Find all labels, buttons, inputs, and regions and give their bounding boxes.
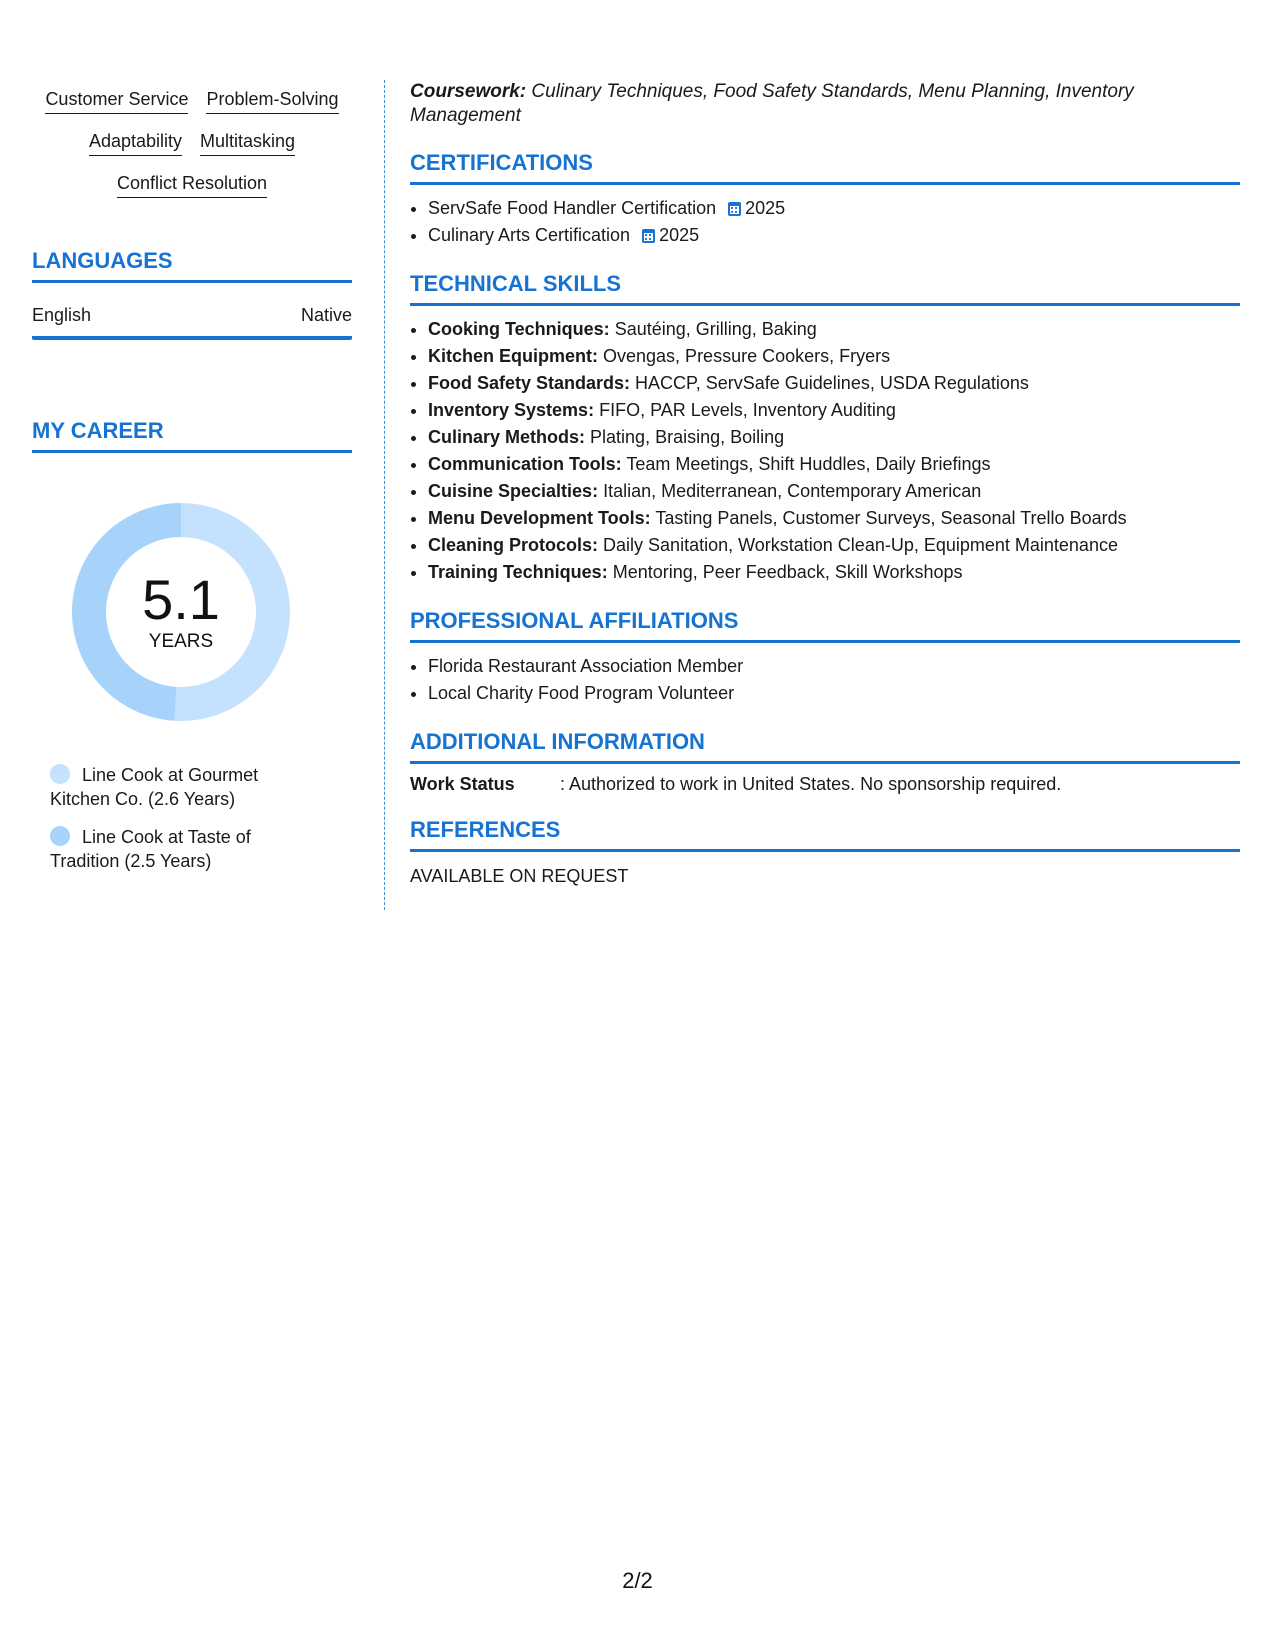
career-section xyxy=(32,418,352,873)
certification-year: 2025 xyxy=(659,225,700,245)
legend-item xyxy=(50,825,310,873)
legend-dot xyxy=(50,826,70,846)
tech-skill-item xyxy=(428,532,1240,559)
technical-skills-section xyxy=(410,271,1240,586)
references-heading: REFERENCES xyxy=(410,817,1240,852)
certification-year: 2025 xyxy=(745,198,786,218)
affiliation-item: • Local Charity Food Program Volunteer xyxy=(428,680,1240,707)
coursework-label: Coursework: xyxy=(410,81,527,102)
certifications-heading: CERTIFICATIONS xyxy=(410,150,1240,185)
donut-center xyxy=(66,497,296,727)
technical-skills-list xyxy=(410,316,1240,586)
coursework xyxy=(410,80,1240,128)
tech-skill-value: Team Meetings, Shift Huddles, Daily Briefings xyxy=(626,454,991,474)
languages-heading: LANGUAGES xyxy=(32,248,352,283)
page-number: 2/2 xyxy=(622,1568,653,1593)
tech-skill-value: Italian, Mediterranean, Contemporary American xyxy=(603,481,982,501)
tech-skill-value: Mentoring, Peer Feedback, Skill Workshops xyxy=(612,562,963,582)
legend-item xyxy=(50,763,310,811)
career-years-unit: YEARS xyxy=(148,631,214,652)
career-legend xyxy=(50,763,310,873)
calendar-icon xyxy=(728,202,741,216)
language-name: English xyxy=(32,305,92,325)
skill-tag: Customer Service xyxy=(45,88,188,114)
certification-item xyxy=(428,222,1240,249)
work-status-value: : Authorized to work in United States. No sponsorship required. xyxy=(560,774,1062,794)
tech-skill-item xyxy=(428,316,1240,343)
language-row xyxy=(32,283,352,340)
tech-skill-value: Daily Sanitation, Workstation Clean-Up, Equipment Maintenance xyxy=(603,535,1118,555)
tech-skill-item xyxy=(428,478,1240,505)
right-column xyxy=(410,80,1240,887)
calendar-icon xyxy=(642,229,655,243)
skill-tag: Conflict Resolution xyxy=(117,172,267,198)
legend-label: Line Cook at Taste of Tradition (2.5 Years) xyxy=(50,827,251,871)
affiliation-item: • Florida Restaurant Association Member xyxy=(428,653,1240,680)
references-section xyxy=(410,817,1240,887)
coursework-text: Culinary Techniques, Food Safety Standards, Menu Planning, Inventory Management xyxy=(410,81,1134,126)
tech-skill-label: Food Safety Standards: xyxy=(428,373,631,393)
tech-skill-item xyxy=(428,559,1240,586)
work-status-row xyxy=(410,774,1240,795)
skills-cloud xyxy=(32,80,352,198)
affiliations-heading: PROFESSIONAL AFFILIATIONS xyxy=(410,608,1240,643)
tech-skill-item xyxy=(428,343,1240,370)
career-donut-chart xyxy=(66,497,296,727)
tech-skill-label: Menu Development Tools: xyxy=(428,508,651,528)
certification-name: ServSafe Food Handler Certification xyxy=(428,198,717,218)
column-divider xyxy=(384,80,385,910)
legend-dot xyxy=(50,764,70,784)
references-text: AVAILABLE ON REQUEST xyxy=(410,866,629,886)
languages-section xyxy=(32,248,352,340)
additional-info-heading: ADDITIONAL INFORMATION xyxy=(410,729,1240,764)
certifications-section xyxy=(410,150,1240,249)
technical-skills-heading: TECHNICAL SKILLS xyxy=(410,271,1240,306)
skill-tag: Multitasking xyxy=(200,130,295,156)
skill-tag: Problem-Solving xyxy=(206,88,338,114)
legend-label: Line Cook at Gourmet Kitchen Co. (2.6 Years) xyxy=(50,765,259,809)
certification-name: Culinary Arts Certification xyxy=(428,225,631,245)
certification-item xyxy=(428,195,1240,222)
tech-skill-label: Cooking Techniques: xyxy=(428,319,610,339)
tech-skill-item xyxy=(428,424,1240,451)
tech-skill-value: Ovengas, Pressure Cookers, Fryers xyxy=(603,346,891,366)
tech-skill-item xyxy=(428,451,1240,478)
skill-tag: Adaptability xyxy=(89,130,182,156)
tech-skill-label: Cleaning Protocols: xyxy=(428,535,599,555)
tech-skill-item xyxy=(428,397,1240,424)
tech-skill-item xyxy=(428,505,1240,532)
affiliations-list xyxy=(410,653,1240,707)
language-level: Native xyxy=(300,305,352,325)
tech-skill-value: FIFO, PAR Levels, Inventory Auditing xyxy=(599,400,896,420)
career-total-years: 5.1 xyxy=(142,568,220,631)
career-heading: MY CAREER xyxy=(32,418,352,453)
tech-skill-value: Sautéing, Grilling, Baking xyxy=(614,319,817,339)
tech-skill-label: Communication Tools: xyxy=(428,454,622,474)
tech-skill-label: Kitchen Equipment: xyxy=(428,346,598,366)
affiliations-section xyxy=(410,608,1240,707)
additional-info-section xyxy=(410,729,1240,795)
tech-skill-value: Plating, Braising, Boiling xyxy=(590,427,785,447)
work-status-label: Work Status xyxy=(410,774,515,794)
tech-skill-value: Tasting Panels, Customer Surveys, Seasonal Trello Boards xyxy=(655,508,1127,528)
tech-skill-label: Inventory Systems: xyxy=(428,400,595,420)
tech-skill-label: Culinary Methods: xyxy=(428,427,586,447)
tech-skill-label: Cuisine Specialties: xyxy=(428,481,599,501)
certifications-list xyxy=(410,195,1240,249)
tech-skill-value: HACCP, ServSafe Guidelines, USDA Regulations xyxy=(635,373,1029,393)
tech-skill-label: Training Techniques: xyxy=(428,562,608,582)
left-column xyxy=(32,80,352,887)
tech-skill-item xyxy=(428,370,1240,397)
